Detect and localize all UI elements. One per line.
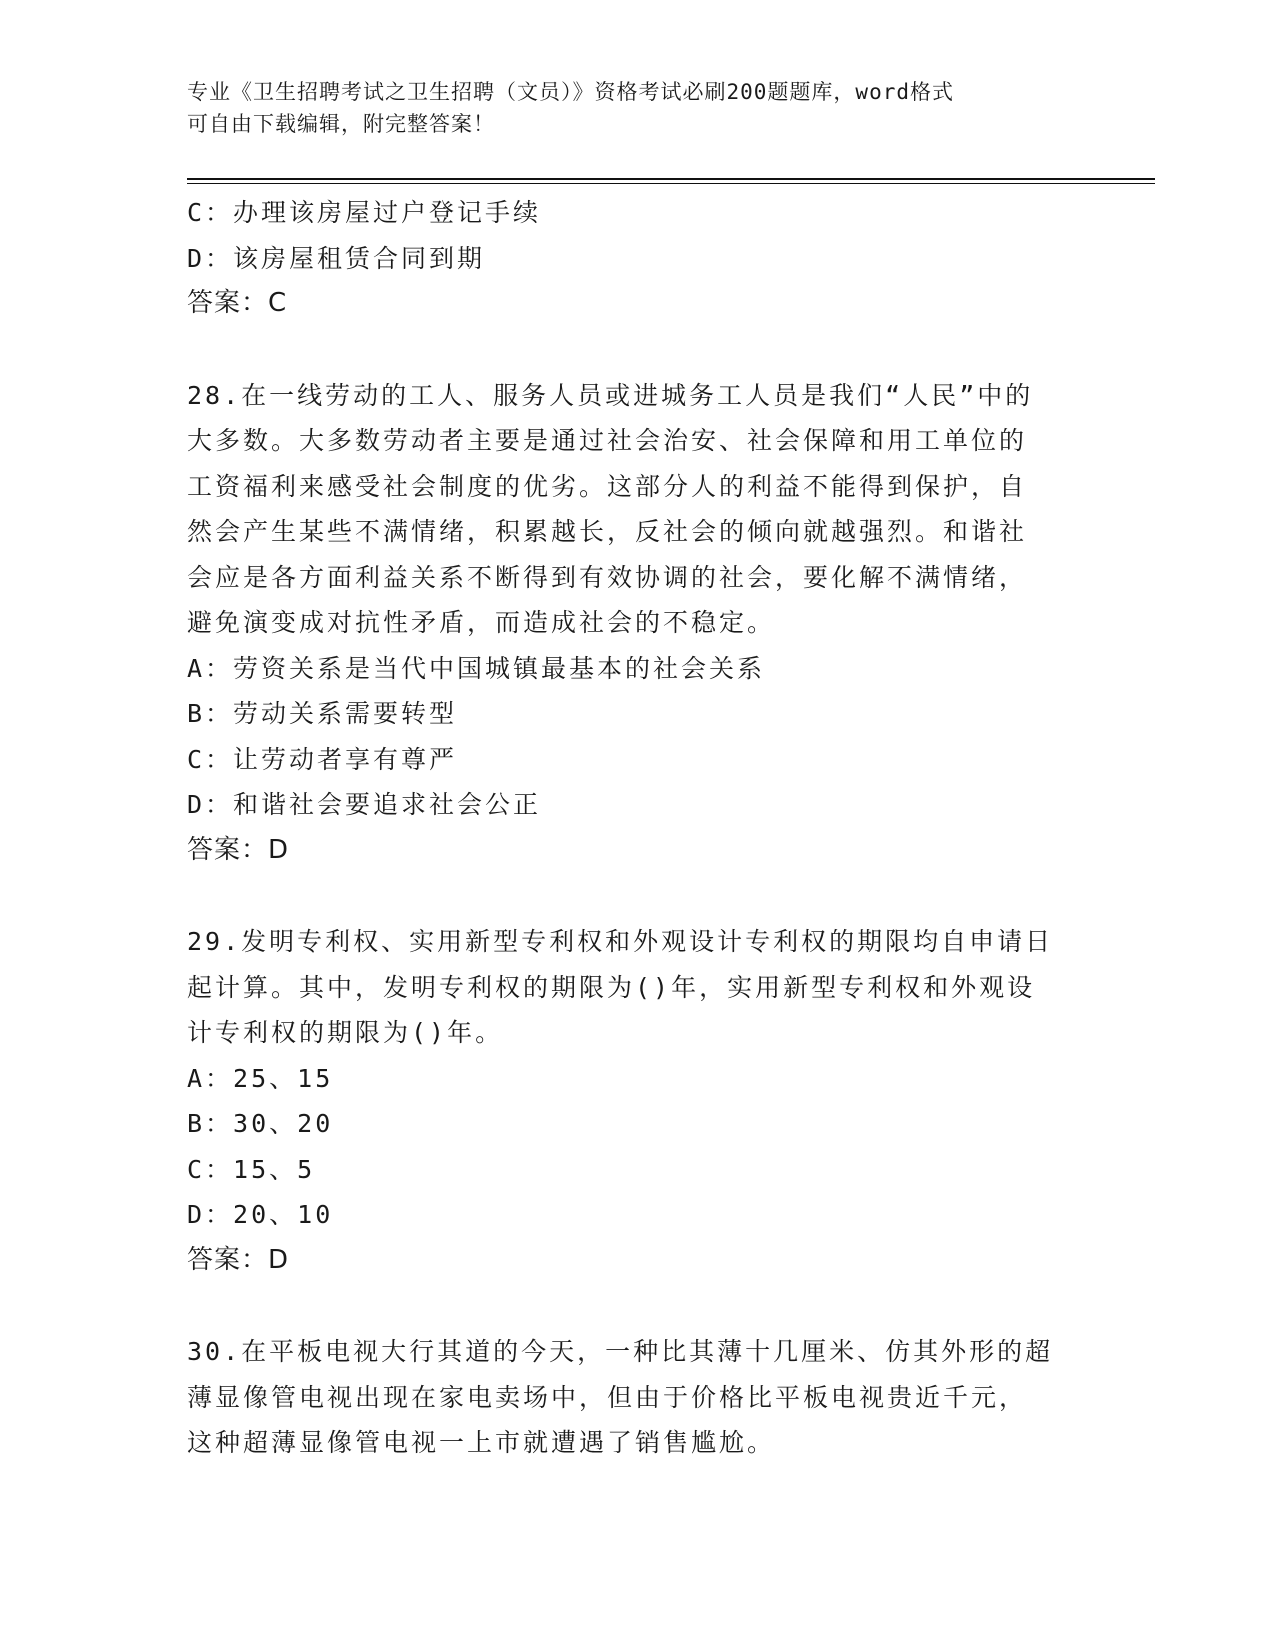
header-divider-thick	[187, 178, 1155, 180]
question-stem-line: 起计算。其中，发明专利权的期限为()年，实用新型专利权和外观设	[187, 972, 1036, 1002]
answer: 答案：C	[187, 288, 288, 318]
question-28	[187, 373, 1087, 874]
header-divider-thin	[187, 183, 1155, 184]
question-30	[187, 1329, 1087, 1466]
question-stem-line: 工资福利来感受社会制度的优劣。这部分人的利益不能得到保护，自	[187, 471, 1028, 501]
question-stem-line: 30.在平板电视大行其道的今天，一种比其薄十几厘米、仿其外形的超	[187, 1337, 1054, 1366]
option-c: C：让劳动者享有尊严	[187, 744, 458, 774]
question-stem-line: 计专利权的期限为()年。	[187, 1018, 504, 1047]
option-a: A：劳资关系是当代中国城镇最基本的社会关系	[187, 653, 766, 683]
document-body	[187, 190, 1087, 1466]
question-stem-line: 大多数。大多数劳动者主要是通过社会治安、社会保障和用工单位的	[187, 426, 1028, 455]
option-a: A：25、15	[187, 1063, 334, 1093]
option-d: D：该房屋租赁合同到期	[187, 243, 486, 273]
question-stem-line: 避免演变成对抗性矛盾，而造成社会的不稳定。	[187, 608, 776, 637]
question-29	[187, 919, 1087, 1283]
document-header	[187, 76, 1087, 140]
spacer	[187, 1283, 1087, 1329]
option-d: D：和谐社会要追求社会公正	[187, 790, 542, 819]
header-line-1: 专业《卫生招聘考试之卫生招聘（文员）》资格考试必刷200题题库，word格式	[187, 80, 954, 104]
spacer	[187, 873, 1087, 919]
question-27	[187, 190, 1087, 327]
answer: 答案：D	[187, 1244, 290, 1275]
header-line-2: 可自由下载编辑，附完整答案！	[187, 112, 495, 136]
question-stem-line: 然会产生某些不满情绪，积累越长，反社会的倾向就越强烈。和谐社	[187, 517, 1028, 546]
option-b: B：劳动关系需要转型	[187, 699, 458, 728]
question-stem-line: 这种超薄显像管电视一上市就遭遇了销售尴尬。	[187, 1428, 776, 1457]
answer: 答案：D	[187, 834, 290, 865]
question-stem-line: 28.在一线劳动的工人、服务人员或进城务工人员是我们“人民”中的	[187, 380, 1034, 410]
option-c: C：办理该房屋过户登记手续	[187, 198, 542, 227]
option-c: C：15、5	[187, 1154, 316, 1184]
spacer	[187, 327, 1087, 373]
question-stem-line: 29.发明专利权、实用新型专利权和外观设计专利权的期限均自申请日	[187, 927, 1054, 956]
question-stem-line: 会应是各方面利益关系不断得到有效协调的社会，要化解不满情绪，	[187, 562, 1028, 592]
option-b: B：30、20	[187, 1109, 334, 1138]
option-d: D：20、10	[187, 1200, 334, 1229]
question-stem-line: 薄显像管电视出现在家电卖场中，但由于价格比平板电视贵近千元，	[187, 1382, 1028, 1412]
